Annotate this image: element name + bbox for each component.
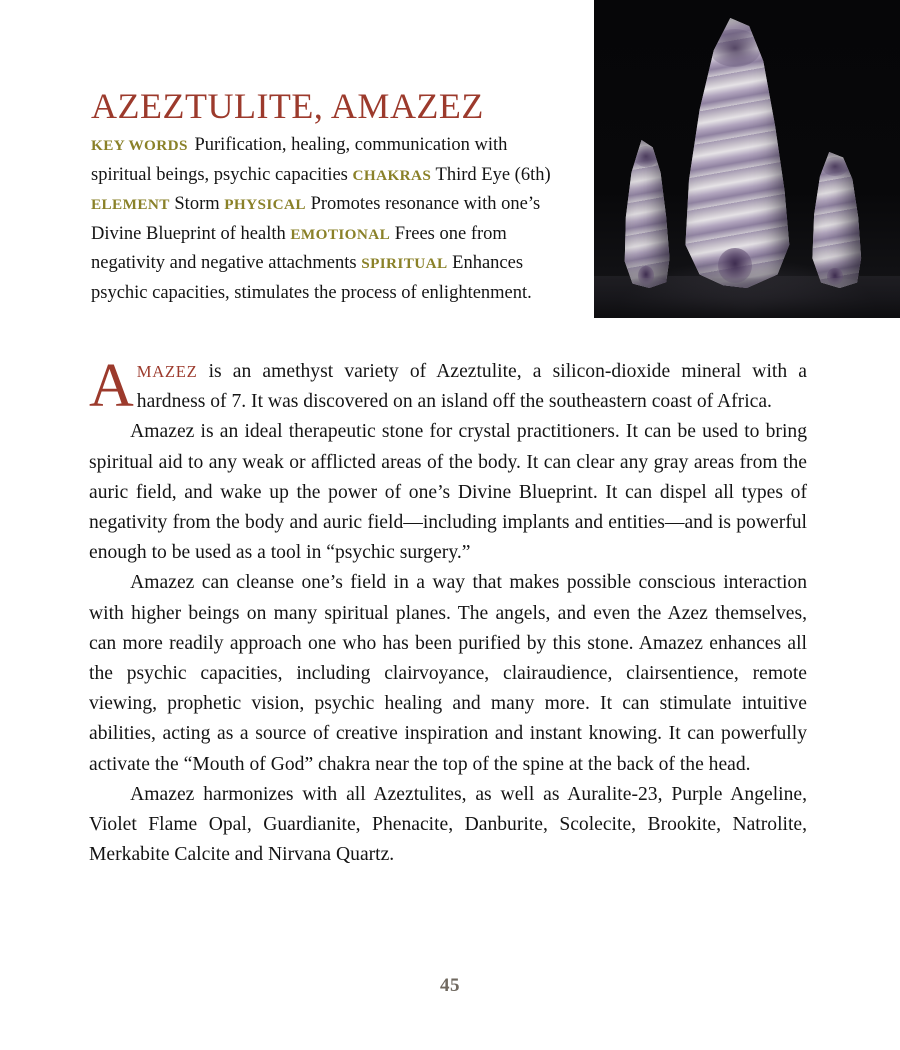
- page-number: 45: [440, 975, 460, 996]
- body-paragraph-1: [89, 352, 807, 420]
- keyword-summary-block: [91, 131, 553, 308]
- keyword-value-key-words: Purification, healing, communication with spiritual beings, psychic capacities: [91, 135, 508, 185]
- body-paragraph-1-text: is an amethyst variety of Azeztulite, a silicon-dioxide mineral with a hardness of 7. It was discovered on an island off the southeastern coast of Africa.: [136, 361, 807, 413]
- drop-cap: A: [89, 352, 134, 420]
- body-paragraph-2: Amazez is an ideal therapeutic stone for crystal practitioners. It can be used to bring spiritual aid to any weak or afflicted areas of the body. It can clear any gray areas from the auric field, and wake up the power of one’s Divine Blueprint. It can dispel all types of negativity from the body and auric field—including implants and entities—and is powerful enough to be used as a tool in “psychic surgery.”: [89, 421, 807, 564]
- specimen-photo: [594, 0, 900, 318]
- article-body: [89, 352, 807, 870]
- keyword-value-element: Storm: [174, 194, 220, 215]
- keyword-value-emotional: Frees one from negativity and negative attachments: [91, 223, 507, 274]
- body-paragraph-3: Amazez can cleanse one’s field in a way that makes possible conscious interaction with higher beings on many spiritual planes. The angels, and even the Azez themselves, can more readily approach one who has been purified by this stone. Amazez enhances all the psychic capacities, including clairvoyance, clairaudience, clairsentience, remote viewing, prophetic vision, psychic healing and many more. It can stimulate intuitive abilities, acting as a source of creative inspiration and instant knowing. It can powerfully activate the “Mouth of God” chakra near the top of the spine at the back of the head.: [89, 572, 807, 775]
- keyword-label-key-words: KEY WORDS: [91, 137, 188, 154]
- lead-small-caps: MAZEZ: [136, 362, 198, 381]
- keyword-label-element: ELEMENT: [91, 196, 170, 214]
- keyword-label-physical: PHYSICAL: [224, 196, 306, 214]
- keyword-label-spiritual: SPIRITUAL: [361, 255, 448, 273]
- keyword-value-chakras: Third Eye (6th): [435, 164, 551, 185]
- keyword-value-physical: Promotes resonance with one’s Divine Blueprint of health: [91, 194, 541, 244]
- keyword-label-emotional: EMOTIONAL: [290, 225, 391, 243]
- page-title: AZEZTULITE, AMAZEZ: [91, 86, 484, 127]
- body-paragraph-4: Amazez harmonizes with all Azeztulites, as well as Auralite-23, Purple Angeline, Violet Flame Opal, Guardianite, Phenacite, Danburite, Scolecite, Brookite, Natrolite, Merkabite Calcite and Nirvana Quartz.: [89, 783, 807, 866]
- keyword-label-chakras: CHAKRAS: [352, 166, 432, 184]
- keyword-value-spiritual: Enhances psychic capacities, stimulates the process of enlightenment.: [91, 253, 532, 303]
